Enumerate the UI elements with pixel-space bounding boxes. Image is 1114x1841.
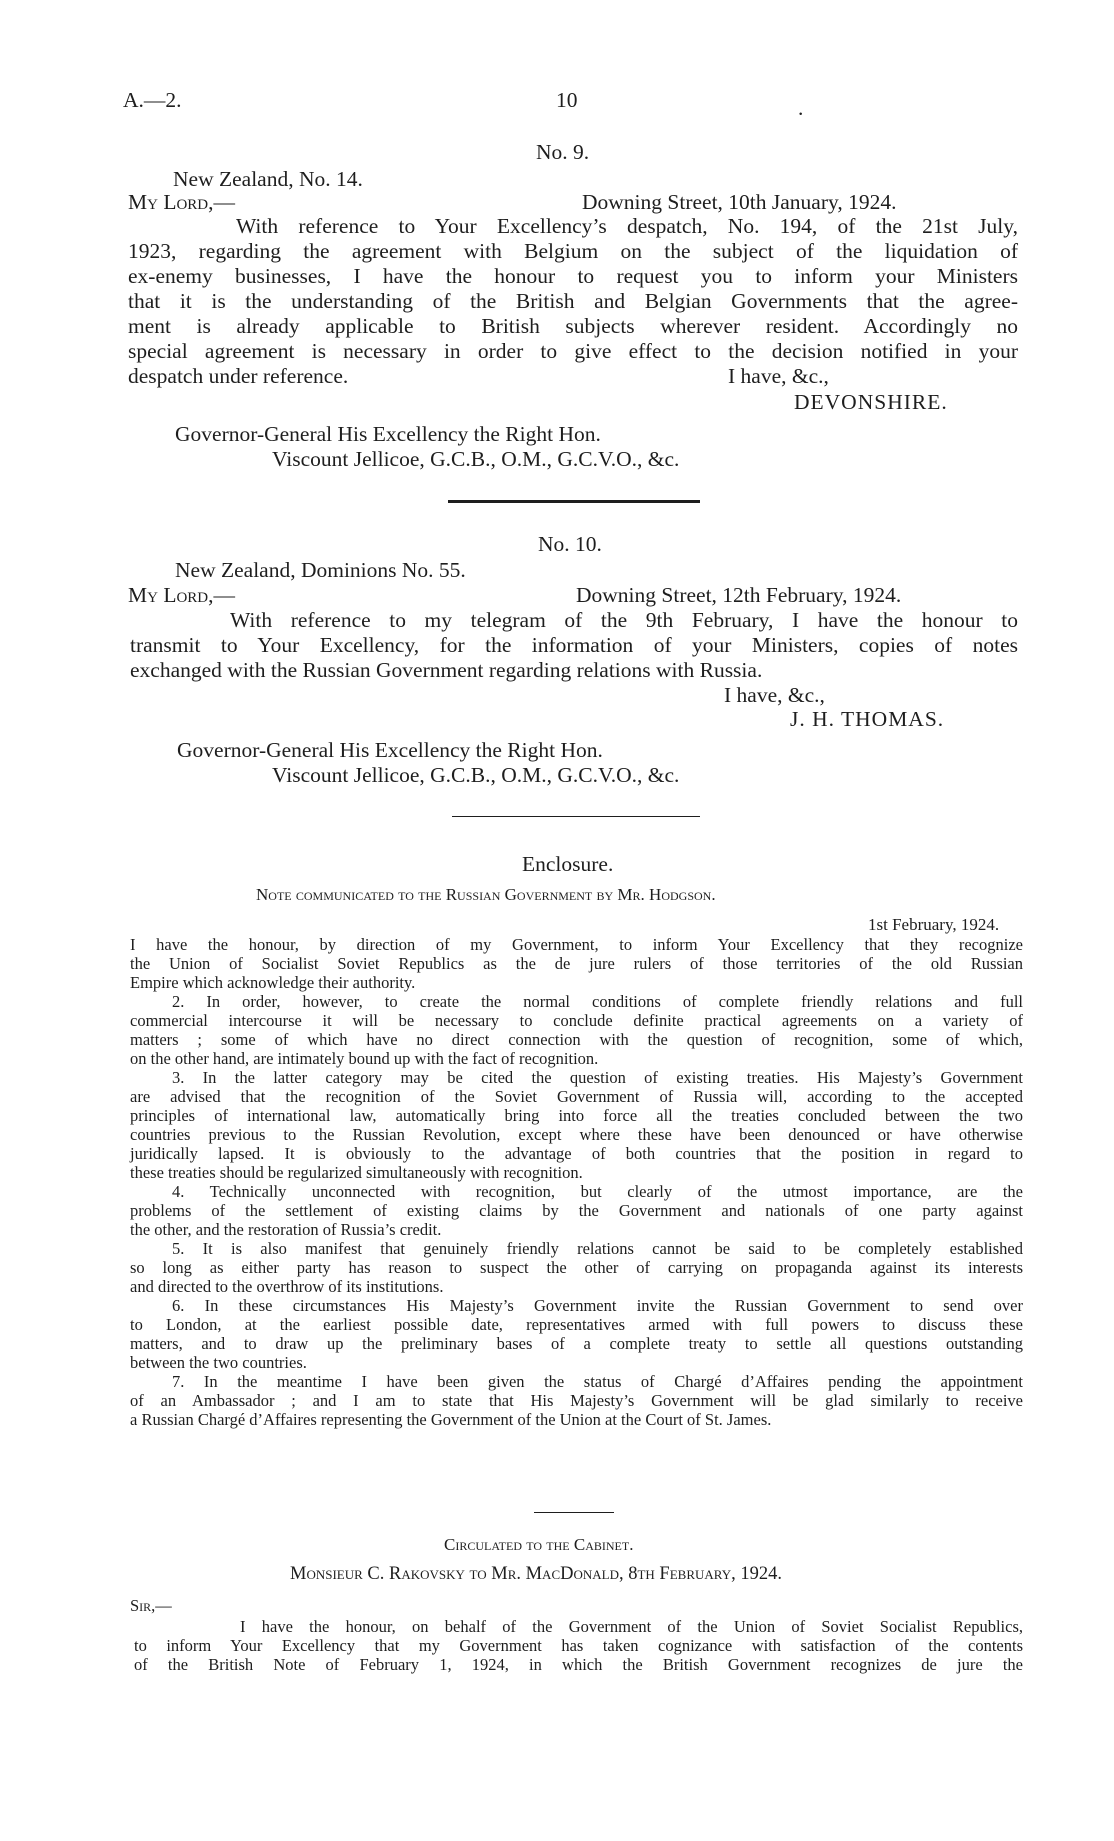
circulated-line: I have the honour, on behalf of the Government of the Union of Soviet Socialist Republics, <box>240 1617 1023 1636</box>
note-line: 5. It is also manifest that genuinely friendly relations cannot be said to be completely established <box>172 1239 1023 1258</box>
enclosure-date: 1st February, 1924. <box>868 915 1000 934</box>
letter-9-body-line: special agreement is necessary in order to give effect to the decision notified in your <box>128 339 1018 363</box>
note-line-last: the other, and the restoration of Russia’s credit. <box>130 1220 442 1239</box>
enclosure-title: Enclosure. <box>522 852 614 876</box>
note-line: matters ; some of which have no direct connection with the question of recognition, some of which, <box>130 1030 1023 1049</box>
circulated-line: of the British Note of February 1, 1924, in which the British Government recognizes de jure the <box>134 1655 1023 1674</box>
letter-9-body-line: ex-enemy businesses, I have the honour to request you to inform your Ministers <box>128 264 1018 288</box>
note-line: principles of international law, automatically bring into force all the treaties concluded between the two <box>130 1106 1023 1125</box>
letter-10-body-last-line: exchanged with the Russian Government regarding relations with Russia. <box>130 658 763 682</box>
note-line: 7. In the meantime I have been given the status of Chargé d’Affaires pending the appointment <box>172 1372 1023 1391</box>
letter-10-signature: J. H. THOMAS. <box>790 707 945 731</box>
letter-9-addressee-line-1: Governor-General His Excellency the Right Hon. <box>175 422 601 446</box>
short-divider <box>534 1512 614 1513</box>
note-line-last: Empire which acknowledge their authority. <box>130 973 416 992</box>
note-line: matters, and to draw up the preliminary bases of a complete treaty to settle all questions outstanding <box>130 1334 1023 1353</box>
letter-9-signature: DEVONSHIRE. <box>794 390 948 414</box>
letter-10-destination: New Zealand, Dominions No. 55. <box>175 558 466 582</box>
letter-9-salutation: My Lord,— <box>128 190 236 214</box>
letter-10-number: No. 10. <box>538 532 602 556</box>
note-line: 3. In the latter category may be cited the question of existing treaties. His Majesty’s Government <box>172 1068 1023 1087</box>
enclosure-note <box>130 935 1023 1495</box>
letter-9-body-line: 1923, regarding the agreement with Belgium on the subject of the liquidation of <box>128 239 1018 263</box>
circulated-salutation: Sir,— <box>130 1596 172 1615</box>
note-line: 6. In these circumstances His Majesty’s Government invite the Russian Government to send over <box>172 1296 1023 1315</box>
letter-9-body-line: that it is the understanding of the British and Belgian Governments that the agree- <box>128 289 1018 313</box>
letter-10-body-line: With reference to my telegram of the 9th February, I have the honour to <box>230 608 1018 632</box>
circulated-heading-text: Circulated to the Cabinet. <box>444 1535 634 1554</box>
note-line: the Union of Socialist Soviet Republics as the de jure rulers of those territories of the old Russian <box>130 954 1023 973</box>
note-line: to London, at the earliest possible date, representatives armed with full powers to discuss these <box>130 1315 1023 1334</box>
letter-10-addressee-line-1: Governor-General His Excellency the Right Hon. <box>177 738 603 762</box>
letter-9-body-line: ment is already applicable to British subjects wherever resident. Accordingly no <box>128 314 1018 338</box>
stray-mark: . <box>798 96 804 120</box>
letter-10-place-date: Downing Street, 12th February, 1924. <box>576 583 902 607</box>
note-line: 2. In order, however, to create the normal conditions of complete friendly relations and full <box>172 992 1023 1011</box>
note-line: of an Ambassador ; and I am to state that His Majesty’s Government will be glad similarly to receive <box>130 1391 1023 1410</box>
note-line-last: and directed to the overthrow of its institutions. <box>130 1277 444 1296</box>
letter-9-body <box>128 214 1018 388</box>
circulated-subheading <box>290 1563 782 1585</box>
note-line: problems of the settlement of existing claims by the Government and nationals of one party against <box>130 1201 1023 1220</box>
letter-10-salutation: My Lord,— <box>128 583 236 607</box>
document-reference: A.—2. <box>123 88 182 112</box>
circulated-subheading-text: Monsieur C. Rakovsky to Mr. MacDonald, 8th February, 1924. <box>290 1564 782 1584</box>
enclosure-heading-text: Note communicated to the Russian Government by Mr. Hodgson. <box>256 885 716 904</box>
note-line-last: a Russian Chargé d’Affaires representing the Government of the Union at the Court of St. James. <box>130 1410 772 1429</box>
circulated-line: to inform Your Excellency that my Government has taken cognizance with satisfaction of the contents <box>134 1636 1023 1655</box>
note-line: so long as either party has reason to suspect the other of carrying on propaganda against its interests <box>130 1258 1023 1277</box>
letter-10-addressee-line-2: Viscount Jellicoe, G.C.B., O.M., G.C.V.O., &c. <box>272 763 680 787</box>
note-line-last: these treaties should be regularized simultaneously with recognition. <box>130 1163 583 1182</box>
note-line: commercial intercourse it will be necessary to conclude definite practical agreements on a variety of <box>130 1011 1023 1030</box>
note-line-last: on the other hand, are intimately bound up with the fact of recognition. <box>130 1049 599 1068</box>
letter-10-body-line: transmit to Your Excellency, for the information of your Ministers, copies of notes <box>130 633 1018 657</box>
letter-9-number: No. 9. <box>536 140 590 164</box>
enclosure-heading <box>256 885 716 905</box>
circulated-body <box>134 1617 1023 1677</box>
section-divider-thin <box>452 816 700 817</box>
letter-9-place-date: Downing Street, 10th January, 1924. <box>582 190 897 214</box>
note-line: 4. Technically unconnected with recognition, but clearly of the utmost importance, are the <box>172 1182 1023 1201</box>
letter-9-body-line: With reference to Your Excellency’s despatch, No. 194, of the 21st July, <box>236 214 1018 238</box>
circulated-heading <box>444 1535 633 1555</box>
note-line: countries previous to the Russian Revolution, except where these have been denounced or have otherwise <box>130 1125 1023 1144</box>
letter-10-body <box>130 608 1018 683</box>
letter-9-closing: I have, &c., <box>728 364 829 388</box>
letter-9-body-last-line: despatch under reference. <box>128 364 349 388</box>
section-divider-thick <box>448 500 700 503</box>
letter-9-addressee-line-2: Viscount Jellicoe, G.C.B., O.M., G.C.V.O., &c. <box>272 447 680 471</box>
letter-9-destination: New Zealand, No. 14. <box>173 167 363 191</box>
page-number: 10 <box>556 88 578 112</box>
note-line-last: between the two countries. <box>130 1353 307 1372</box>
note-line: I have the honour, by direction of my Government, to inform Your Excellency that they recognize <box>130 935 1023 954</box>
note-line: are advised that the recognition of the Soviet Government of Russia will, according to the accepted <box>130 1087 1023 1106</box>
letter-10-closing: I have, &c., <box>724 683 825 707</box>
note-line: juridically lapsed. It is obviously to the advantage of both countries that the position in regard to <box>130 1144 1023 1163</box>
